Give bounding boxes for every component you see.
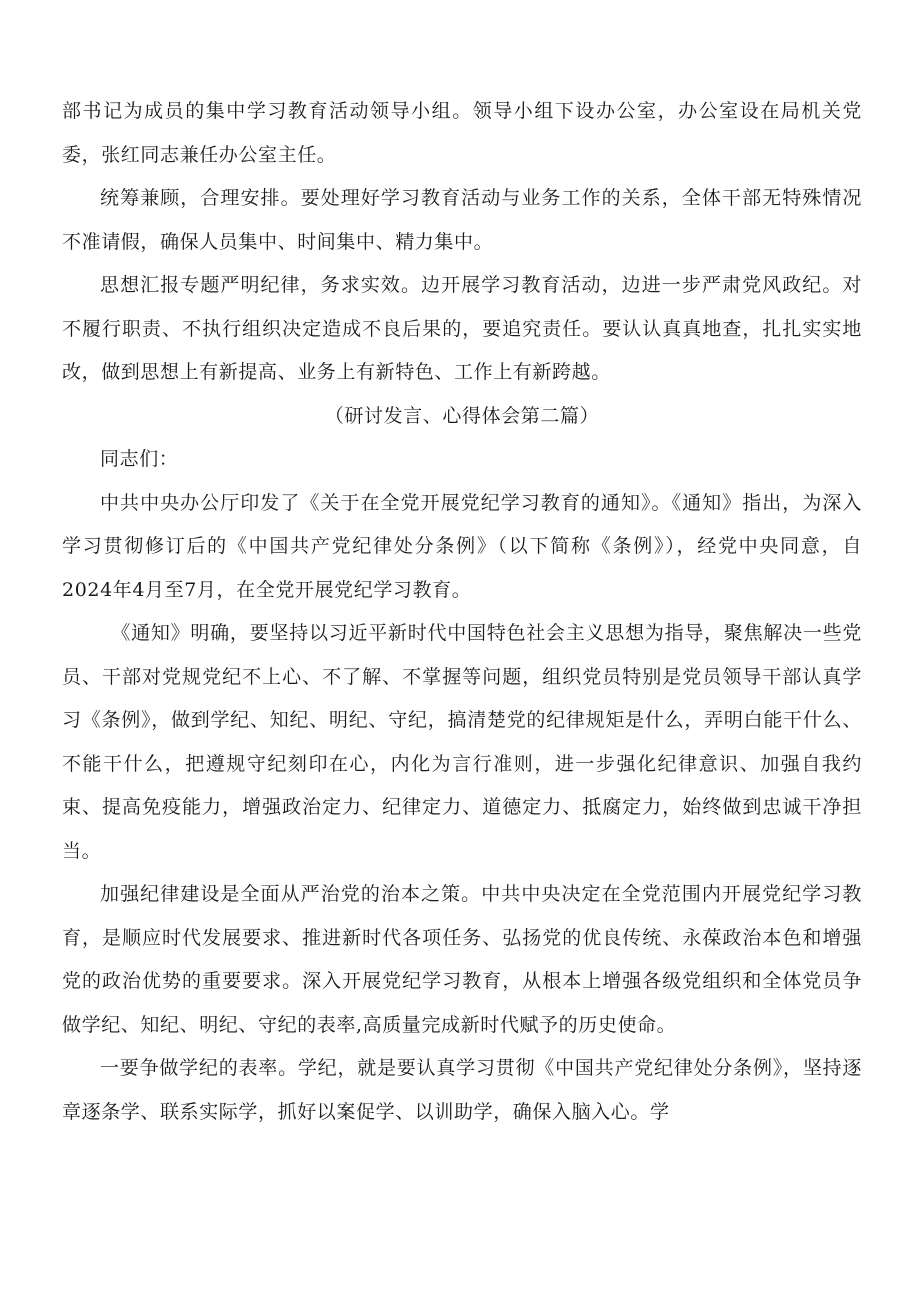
document-body — [62, 90, 862, 1134]
paragraph-discipline-building: 加强纪律建设是全面从严治党的治本之策。中共中央决定在全党范围内开展党纪学习教育，是顺应时代发展要求、推进新时代各项任务、弘扬党的优良传统、永葆政治本色和增强党的政治优势的重要要求。深入开展党纪学习教育，从根本上增强各级党组织和全体党员争做学纪、知纪、明纪、守纪的表率,高质量完成新时代赋予的历史使命。 — [62, 883, 862, 1036]
section-heading: （研讨发言、心得体会第二篇） — [324, 404, 600, 427]
paragraph-notice-clarifies: 《通知》明确，要坚持以习近平新时代中国特色社会主义思想为指导，聚焦解决一些党员、干部对党规党纪不上心、不了解、不掌握等问题，组织党员特别是党员领导干部认真学习《条例》，做到学纪、知纪、明纪、守纪，搞清楚党的纪律规矩是什么，弄明白能干什么、不能干什么，把遵规守纪刻印在心，内化为言行准则，进一步强化纪律意识、加强自我约束、提高免疫能力，增强政治定力、纪律定力、道德定力、抵腐定力，始终做到忠诚干净担当。 — [62, 622, 862, 862]
paragraph-notice: 中共中央办公厅印发了《关于在全党开展党纪学习教育的通知》。《通知》指出，为深入学习贯彻修订后的《中国共产党纪律处分条例》（以下简称《条例》），经党中央同意，自2024年4月至7月，在全党开展党纪学习教育。 — [62, 491, 862, 601]
salutation: 同志们： — [100, 448, 179, 470]
paragraph-continuation: 部书记为成员的集中学习教育活动领导小组。领导小组下设办公室，办公室设在局机关党委，张红同志兼任办公室主任。 — [62, 100, 862, 166]
paragraph-first-requirement: 一要争做学纪的表率。学纪，就是要认真学习贯彻《中国共产党纪律处分条例》，坚持逐章逐条学、联系实际学，抓好以案促学、以训助学，确保入脑入心。学 — [62, 1057, 862, 1123]
paragraph-overall-planning: 统筹兼顾，合理安排。要处理好学习教育活动与业务工作的关系，全体干部无特殊情况不准请假，确保人员集中、时间集中、精力集中。 — [62, 187, 862, 253]
paragraph-discipline: 思想汇报专题严明纪律，务求实效。边开展学习教育活动，边进一步严肃党风政纪。对不履行职责、不执行组织决定造成不良后果的，要追究责任。要认认真真地查，扎扎实实地改，做到思想上有新提高、业务上有新特色、工作上有新跨越。 — [62, 274, 862, 383]
